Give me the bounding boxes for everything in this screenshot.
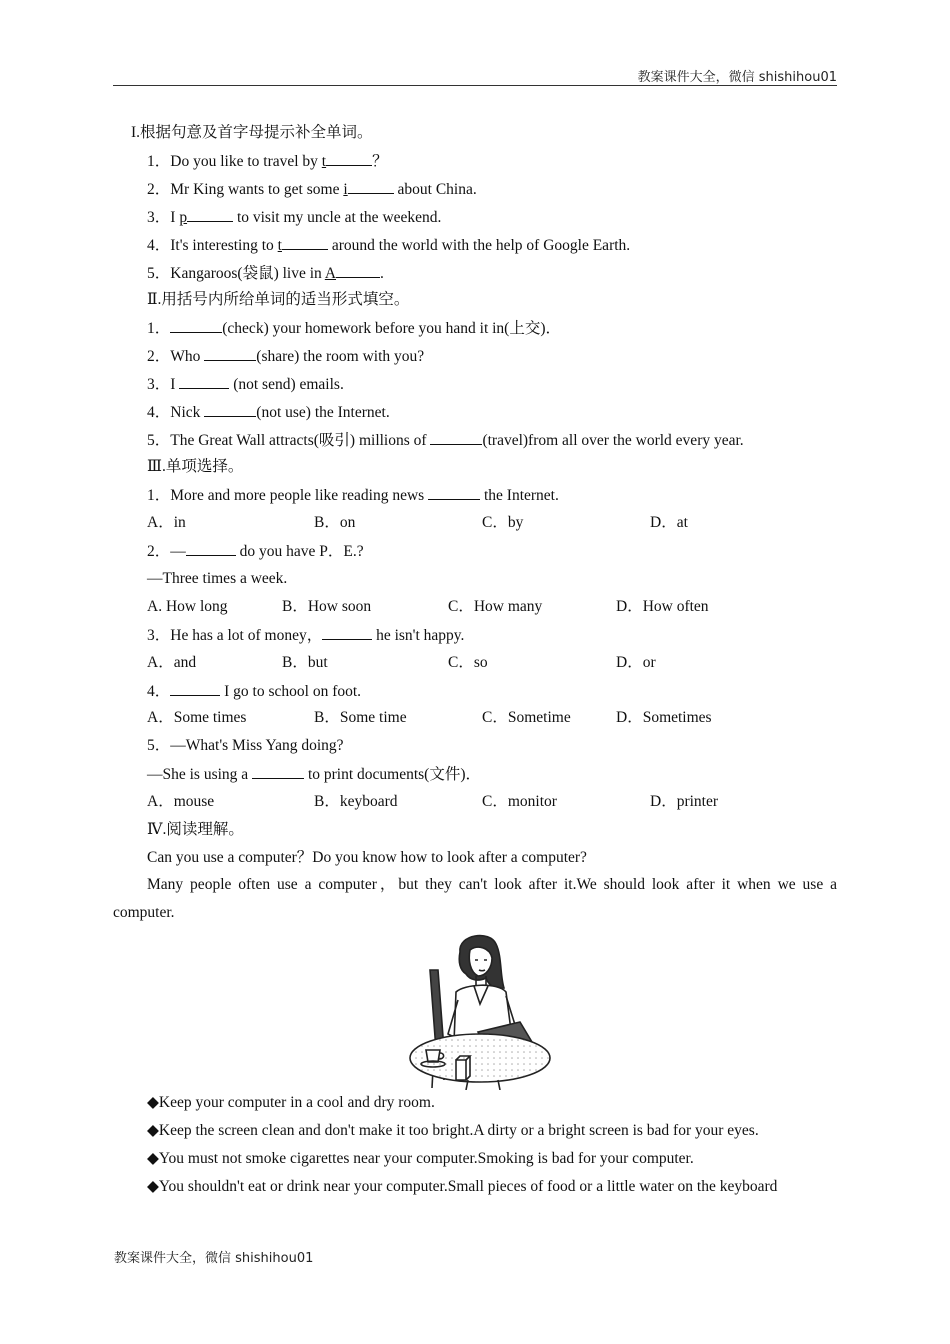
sec2-q2: 2．Who (share) the room with you?	[147, 348, 425, 365]
sec2-q3: 3．I (not send) emails.	[147, 376, 344, 393]
tip-1: ◆Keep your computer in a cool and dry room.	[147, 1094, 435, 1111]
sec3-q2-option-d: D．How often	[616, 598, 709, 615]
sec3-q5-option-d: D．printer	[650, 793, 719, 810]
reading-paragraph: Many people often use a computer，but they can't look after it.We should look after it when we use a computer.	[113, 876, 837, 921]
sec1-q4: 4．It's interesting to t around the world with the help of Google Earth.	[147, 237, 631, 254]
section-4-title: Ⅳ.阅读理解。	[147, 821, 244, 838]
sec3-q3-option-c: C．so	[448, 654, 488, 671]
sec3-q3-option-b: B．but	[282, 654, 328, 671]
sec2-q5: 5．The Great Wall attracts(吸引) millions of (travel)from all over the world every year.	[147, 432, 744, 449]
woman-at-computer-illustration	[408, 930, 552, 1090]
sec2-q1: 1． (check) your homework before you hand it in(上交)．	[147, 320, 562, 337]
sec3-q4-option-d: D．Sometimes	[616, 709, 712, 726]
sec1-q5: 5．Kangaroos(袋鼠) live in A .	[147, 265, 384, 282]
sec3-q3-option-d: D．or	[616, 654, 656, 671]
page-footer: 教案课件大全，微信 shishihou01	[114, 1251, 314, 1266]
sec3-q4-option-b: B．Some time	[314, 709, 407, 726]
sec3-q5: 5．—What's Miss Yang doing?	[147, 737, 344, 754]
reading-intro: Can you use a computer？Do you know how to look after a computer?	[147, 849, 587, 866]
sec3-q2-answer: —Three times a week.	[147, 570, 288, 587]
sec2-q4: 4．Nick (not use) the Internet.	[147, 404, 390, 421]
sec3-q3-option-a: A．and	[147, 654, 197, 671]
sec1-q3: 3．I p to visit my uncle at the weekend.	[147, 209, 442, 226]
sec3-q1: 1．More and more people like reading news the Internet.	[147, 487, 559, 504]
header-divider	[113, 85, 837, 86]
section-3-title: Ⅲ.单项选择。	[147, 458, 244, 475]
sec3-q2-option-a: A. How long	[147, 598, 228, 615]
sec3-q4-option-a: A．Some times	[147, 709, 247, 726]
sec3-q4-option-c: C．Sometime	[482, 709, 571, 726]
sec3-q1-option-b: B．on	[314, 514, 356, 531]
sec3-q2-option-c: C．How many	[448, 598, 543, 615]
section-1-title: I.根据句意及首字母提示补全单词。	[131, 124, 373, 141]
sec3-q2-option-b: B．How soon	[282, 598, 372, 615]
sec3-q1-option-a: A．in	[147, 514, 186, 531]
sec3-q5-option-a: A．mouse	[147, 793, 215, 810]
sec1-q2: 2．Mr King wants to get some i about China.	[147, 181, 477, 198]
tip-2: ◆Keep the screen clean and don't make it too bright.A dirty or a bright screen is bad for your eyes.	[147, 1122, 759, 1139]
sec1-q1: 1．Do you like to travel by t ？	[147, 153, 388, 170]
sec3-q1-option-d: D．at	[650, 514, 688, 531]
sec3-q2: 2．— do you have P．E.?	[147, 543, 364, 560]
page-header: 教案课件大全，微信 shishihou01	[637, 70, 837, 85]
tip-4: ◆You shouldn't eat or drink near your computer.Small pieces of food or a little water on the keyboard	[147, 1178, 778, 1195]
sec3-q5-option-c: C．monitor	[482, 793, 557, 810]
sec3-q5-option-b: B．keyboard	[314, 793, 398, 810]
sec3-q4: 4． I go to school on foot.	[147, 683, 362, 700]
section-2-title: Ⅱ.用括号内所给单词的适当形式填空。	[147, 291, 410, 308]
tip-3: ◆You must not smoke cigarettes near your computer.Smoking is bad for your computer.	[147, 1150, 694, 1167]
sec3-q5-answer: —She is using a to print documents(文件)．	[147, 766, 481, 783]
sec3-q3: 3．He has a lot of money， he isn't happy.	[147, 627, 465, 644]
sec3-q1-option-c: C．by	[482, 514, 524, 531]
